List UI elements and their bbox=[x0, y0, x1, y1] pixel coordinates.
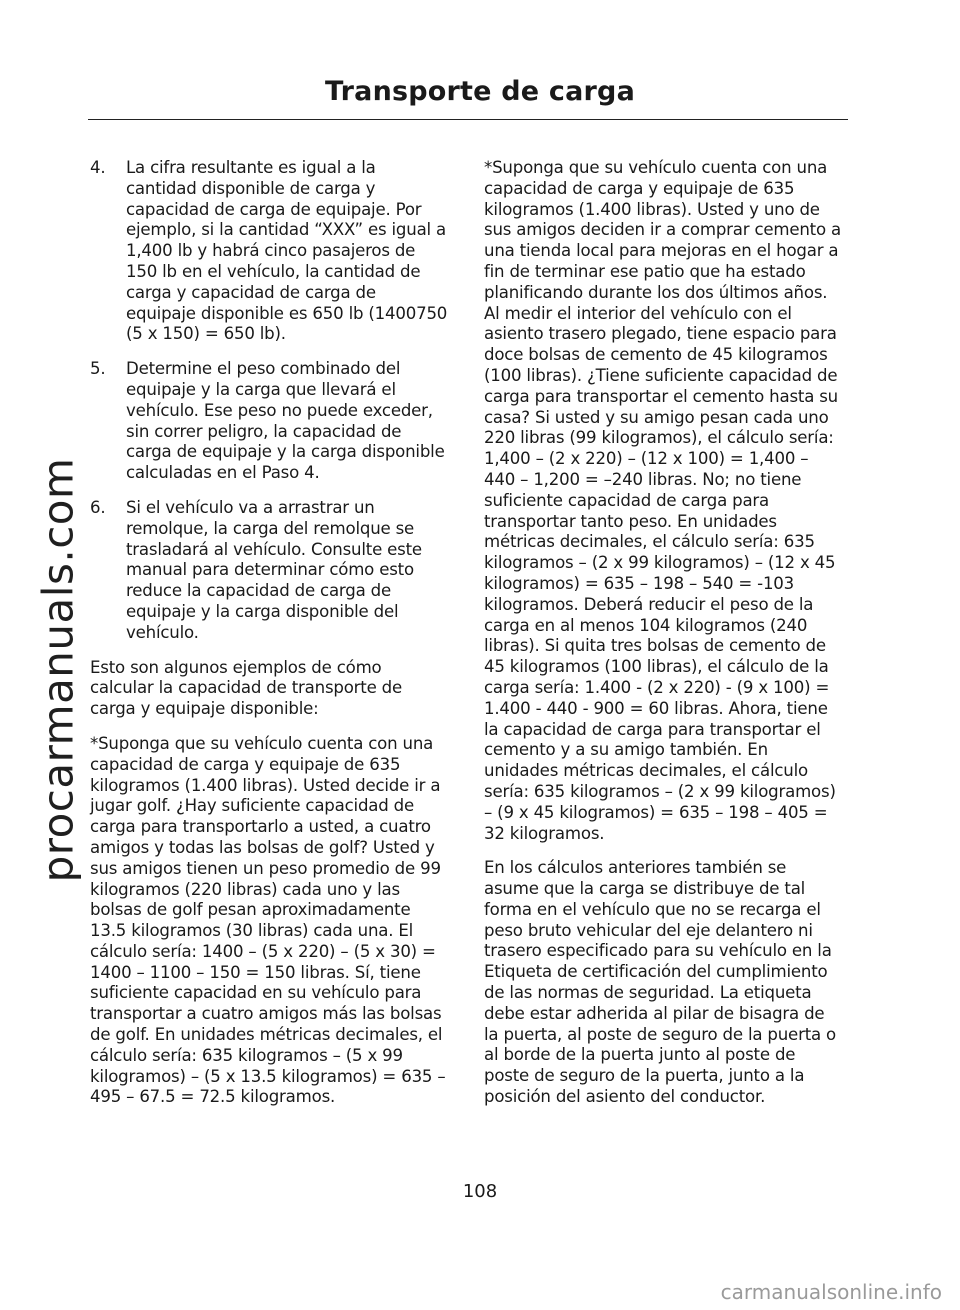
body-paragraph: *Suponga que su vehículo cuenta con una capacidad de carga y equipaje de 635 kilogramos (1.400 libras). Usted y uno de sus amigos deciden ir a comprar cemento a una tienda local para mejoras en el hogar a fin de terminar ese patio que ha estado planificando durante los dos últimos años. Al medir el interior del vehículo con el asiento trasero plegado, tiene espacio para doce bolsas de cemento de 45 kilogramos (100 libras). ¿Tiene suficiente capacidad de carga para transportar el cemento hasta su casa? Si usted y su amigo pesan cada uno 220 libras (99 kilogramos), el cálculo sería: 1,400 – (2 x 220) – (12 x 100) = 1,400 – 440 – 1,200 = –240 libras. No; no tiene suficiente capacidad de carga para transportar tanto peso. En unidades métricas decimales, el cálculo sería: 635 kilogramos – (2 x 99 kilogramos) – (12 x 45 kilogramos) = 635 – 198 – 540 = -103 kilogramos. Deberá reducir el peso de la carga en al menos 104 kilogramos (240 libras). Si quita tres bolsas de cemento de 45 kilogramos (100 libras), el cálculo de la carga sería: 1.400 - (2 x 220) - (9 x 100) = 1.400 - 440 - 900 = 60 libras. Ahora, tiene la capacidad de carga para transportar el cemento y a su amigo también. En unidades métricas decimales, el cálculo sería: 635 kilogramos – (2 x 99 kilogramos) – (9 x 45 kilogramos) = 635 – 198 – 405 = 32 kilogramos. bbox=[484, 158, 841, 843]
step-number: 5. bbox=[90, 359, 106, 379]
page-number: 108 bbox=[462, 1181, 498, 1202]
title-divider bbox=[88, 119, 848, 120]
step-text: Determine el peso combinado del equipaje y la carga que llevará el vehículo. Ese peso no puede exceder, sin correr peligro, la capacidad de carga de equipaje y la carga disponible calculadas en el Paso 4. bbox=[126, 359, 445, 483]
left-column bbox=[90, 158, 448, 1122]
body-paragraph: Esto son algunos ejemplos de cómo calcular la capacidad de transporte de carga y equipaje disponible: bbox=[90, 657, 403, 719]
step-number: 4. bbox=[90, 158, 106, 177]
right-column bbox=[484, 158, 842, 1122]
numbered-step bbox=[90, 158, 448, 345]
step-text: La cifra resultante es igual a la cantidad disponible de carga y capacidad de carga de equipaje. Por ejemplo, si la cantidad “XXX” es igual a 1,400 lb y habrá cinco pasajeros de 150 lb en el vehículo, la cantidad de carga y capacidad de carga de equipaje disponible es 650 lb (1400750 (5 x 150) = 650 lb). bbox=[126, 158, 448, 344]
side-watermark-text: procarmanuals.com bbox=[33, 457, 83, 883]
step-number: 6. bbox=[90, 497, 106, 517]
body-paragraph: *Suponga que su vehículo cuenta con una capacidad de carga y equipaje de 635 kilogramos (1.400 libras). Usted decide ir a jugar golf. ¿Hay suficiente capacidad de carga para transportarlo a usted, a cuatro amigos y todas las bolsas de golf? Usted y sus amigos tienen un peso promedio de 99 kilogramos (220 libras) cada uno y las bolsas de golf pesan aproximadamente 13.5 kilogramos (30 libras) cada una. El cálculo sería: 1400 – (5 x 220) – (5 x 30) = 1400 – 1100 – 150 = 150 libras. Sí, tiene suficiente capacidad en su vehículo para transportar a cuatro amigos más las bolsas de golf. En unidades métricas decimales, el cálculo sería: 635 kilogramos – (5 x 99 kilogramos) – (5 x 13.5 kilogramos) = 635 – 495 – 67.5 = 72.5 kilogramos. bbox=[90, 733, 446, 1107]
footer-watermark: carmanualsonline.info bbox=[720, 1280, 942, 1304]
numbered-step bbox=[90, 359, 448, 484]
page-title: Transporte de carga bbox=[324, 76, 635, 107]
numbered-step bbox=[90, 498, 448, 644]
step-text: Si el vehículo va a arrastrar un remolque, la carga del remolque se trasladará al vehículo. Consulte este manual para determinar cómo esto reduce la capacidad de carga de equipaje y la carga disponible del vehículo. bbox=[126, 497, 422, 642]
body-paragraph: En los cálculos anteriores también se asume que la carga se distribuye de tal forma en el vehículo que no se recarga el peso bruto vehicular del eje delantero ni trasero especificado para su vehículo en la Etiqueta de certificación del cumplimiento de las normas de seguridad. La etiqueta debe estar adherida al pilar de bisagra de la puerta, al poste de seguro de la puerta o al borde de la puerta junto al poste de poste de seguro de la puerta, junto a la posición del asiento del conductor. bbox=[484, 858, 836, 1107]
